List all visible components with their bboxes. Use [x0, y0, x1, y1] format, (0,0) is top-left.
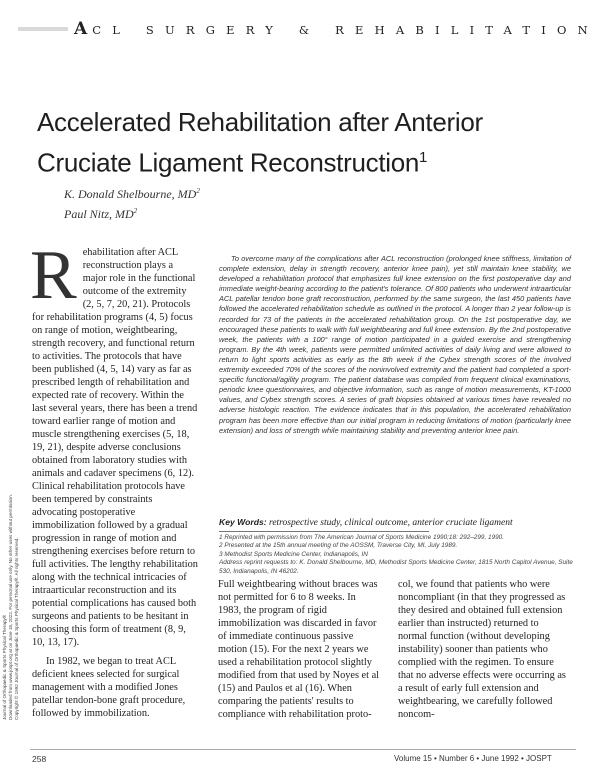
article-title-text: Accelerated Rehabilitation after Anterior Cruciate Ligament Reconstruction — [37, 107, 483, 178]
keywords — [219, 517, 579, 528]
drop-cap: R — [30, 237, 77, 314]
author — [64, 203, 200, 223]
body-column-right — [398, 578, 568, 721]
sidenote-line: Copyright © 1992 Journal of Orthopaedic & Sports Physical Therapy®. All rights reserved. — [14, 537, 19, 720]
sidenote-line: Journal of Orthopaedic & Sports Physical Therapy® — [2, 614, 7, 720]
copyright-sidenote — [2, 420, 24, 720]
author-affiliation-mark: 2 — [196, 187, 200, 195]
footnote-divider — [219, 531, 429, 532]
article-title — [37, 105, 557, 181]
body-paragraph: Full weightbearing without braces was not permitted for 6 to 8 weeks. In 1983, the program of rigid immobilization was discarded in favor of immediate continuous passive motion (15). For the next 2 years we used a rehabilitation protocol slightly modified from that used by Noyes et al (15) and Paulos et al (16). When comparing the patients' results to compliance with rehabilitation proto- — [218, 579, 379, 720]
author-list — [64, 183, 200, 223]
author-name: K. Donald Shelbourne, MD — [64, 187, 197, 201]
author-name: Paul Nitz, MD — [64, 207, 134, 221]
keywords-label: Key Words: — [219, 517, 267, 527]
banner-section-text: CL SURGERY & REHABILITATION — [92, 23, 599, 37]
author-affiliation-mark: 2 — [133, 207, 138, 215]
banner-title — [68, 19, 600, 39]
body-column-left — [30, 237, 198, 720]
body-paragraph: In 1982, we began to treat ACL deficient knees selected for surgical management with a modified Jones patellar tendon-bone graft procedure, followed by immobilization. — [32, 656, 186, 719]
body-column-middle — [218, 578, 380, 721]
sidenote-text — [2, 420, 20, 720]
page-number: 258 — [32, 754, 47, 764]
journal-citation: Volume 15 • Number 6 • June 1992 • JOSPT — [394, 754, 552, 763]
intro-paragraph: ehabilitation after ACL reconstruction plays a major role in the functional outcome of the extremity (2, 5, 7, 20, 21). Protocols for rehabilitation programs (4, 5) focus on range of motion, weightbearing, strength recovery, and functional return to activities. The protocols that have been published (4, 5, 14) vary as far as prescribed length of rehabilitation and expected rate of recovery. Within the last several years, there has been a trend toward earlier range of motion and muscle strengthening exercises (5, 18, 19, 21), despite adverse conclusions obtained from laboratory studies with animals and cadaver specimens (6, 12). Clinical rehabilitation protocols have been tempered by constraints advocating postoperative immobilization followed by a gradual progression in range of motion and strengthening exercises before return to full activities. The lengthy rehabilitation along with the technical intricacies of intraarticular reconstruction and its potential complications has caused both surgeons and patients to be hesitant in choosing this form of treatment (8, 9, 10, 13, 17). — [32, 247, 198, 648]
footnote: 3 Methodist Sports Medicine Center, Indianapolis, IN — [219, 550, 368, 558]
footer-rule — [30, 749, 576, 750]
footnote: 2 Presented at the 15th annual meeting of the AOSSM, Traverse City, MI, July 1989. — [219, 542, 458, 550]
section-banner — [18, 19, 599, 39]
body-paragraph: col, we found that patients who were noncompliant (in that they progressed as they desired and obtained full extension earlier than instructed) returned to normal function (without developing instability) sooner than patients who complied with the regimen. To ensure that no adverse effects were occurring as a result of early full extension and weightbearing, we carefully followed noncom- — [398, 579, 566, 720]
author — [64, 183, 200, 203]
banner-initial: A — [74, 19, 93, 39]
footnotes — [219, 534, 579, 576]
keywords-value: retrospective study, clinical outcome, anterior cruciate ligament — [268, 518, 513, 528]
title-footnote-mark: 1 — [419, 149, 428, 166]
footnote: 1 Reprinted with permission from The American Journal of Sports Medicine 1990;18: 292–299, 1990. — [219, 534, 505, 541]
sidenote-line: Downloaded from www.jospt.org at on June 18, 2022. For personal use only. No other uses without permission. — [8, 494, 13, 720]
abstract: To overcome many of the complications after ACL reconstruction (prolonged knee stiffness, limitation of complete extension, delay in strength recovery, anterior knee pain), yet still maintain knee stability, we developed a rehabilitation protocol that emphasizes full knee extension on the first postoperative day and immediate weight-bearing according to the patient's tolerance. Of 800 patients who underwent intraarticular ACL patellar tendon bone graft reconstruction, performed by the same surgeon, the last 450 patients have followed the accelerated rehabilitation schedule as outlined in the protocol. A longer than 2 year follow-up is recorded for 73 of the patients in the accelerated rehabilitation group. On the 1st postoperative day, we encouraged these patients to walk with full weightbearing and full knee extension. By the 2nd postoperative week, the patients with a 100° range of motion participated in a guided exercise and strengthening program. By the 4th week, patients were permitted unlimited activities of daily living and were allowed to return to light sports activities as early as the 8th week if the Cybex strength scores of the involved extremity exceeded 70% of the scores of the noninvolved extremity and the patient had completed a sport-specific functional/agility program. The patient database was compiled from frequent clinical examinations, periodic knee questionnaires, and objective information, such as range of motion measurements, KT-1000 values, and Cybex strength scores. A series of graft biopsies obtained at various times have revealed no adverse histologic reaction. The evidence indicates that in this population, the accelerated rehabilitation program has been more effective than our initial program in reducing limitations of motion (particularly knee extension) and loss of strength while maintaining stability and preventing anterior knee pain. — [219, 254, 571, 435]
footnote: Address reprint requests to: K. Donald Shelbourne, MD, Methodist Sports Medicine Center, 1815 North Capitol Avenue, Suite 530, Indianapolis, IN 46202. — [219, 559, 573, 575]
